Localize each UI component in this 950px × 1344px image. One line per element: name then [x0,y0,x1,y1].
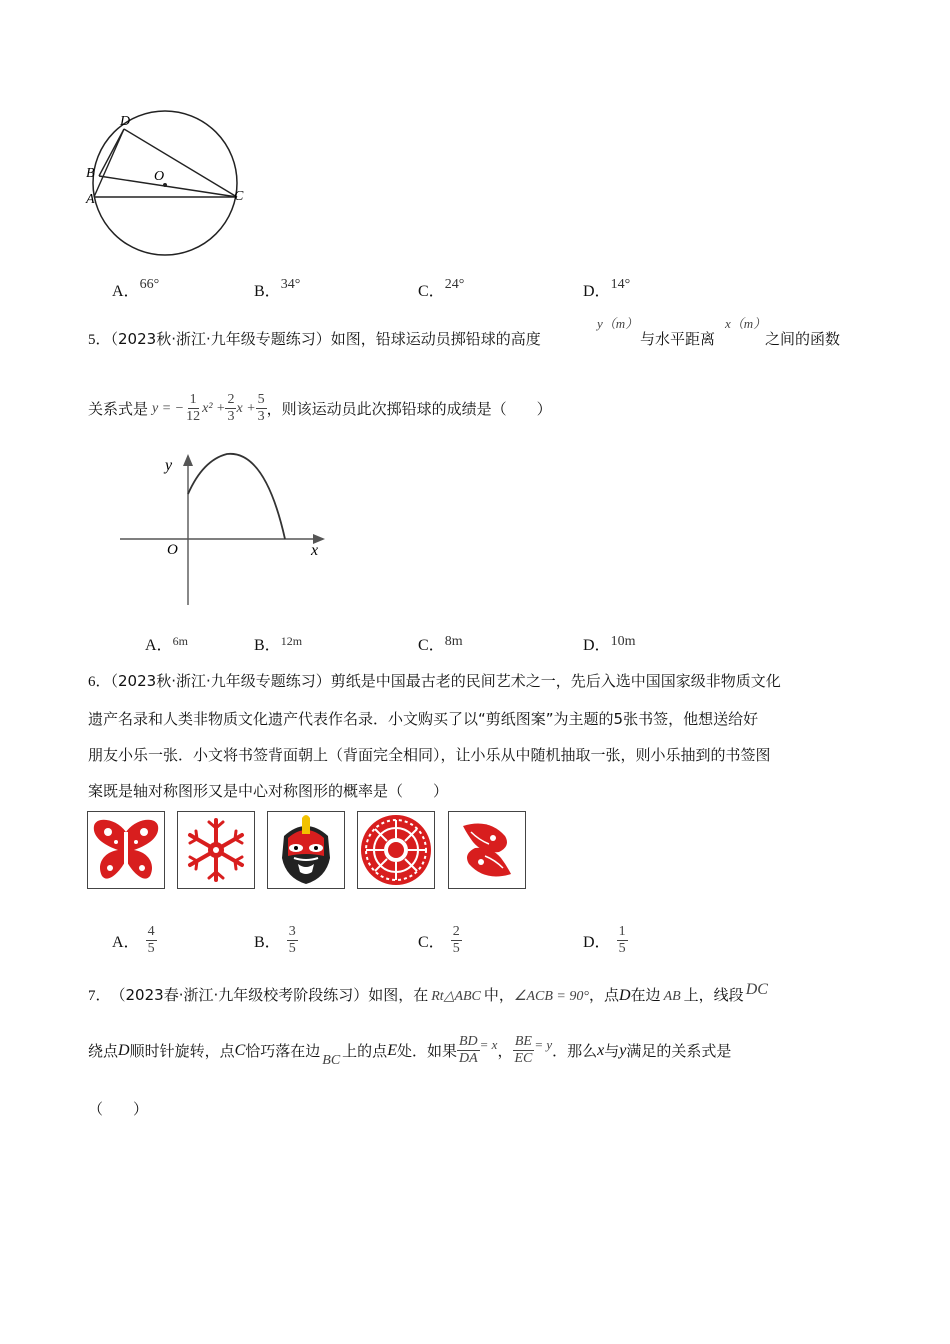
q5-line1 [88,328,541,349]
q6-option-d[interactable] [583,924,628,957]
q7-line1 [88,981,768,1005]
q5-text5: ，则该运动员此次掷铅球的成绩是（ ） [266,400,552,418]
q7-point-c: C [234,1041,246,1059]
frac-den: EC [514,1051,533,1066]
formula-term1: x² + [202,400,226,416]
q5-text3: 之间的函数 [765,330,841,348]
frac-den: 3 [257,409,265,424]
question-number: 7． [88,988,111,1004]
frac-den: 3 [227,409,235,424]
label-c: C [234,189,244,204]
q7-answer-blank: （ ） [88,1100,149,1118]
q7-point-e: E [387,1041,397,1059]
q7-frac-bd-da [457,1034,480,1067]
q7-var-y: y [619,1041,627,1059]
option-letter: C． [418,934,445,951]
y-axis-arrow [183,454,193,466]
frac-den: 5 [147,941,155,956]
q7-comma: ， [497,1042,513,1060]
q6-option-c[interactable] [418,924,462,957]
q7-rt-triangle: Rt△ABC [431,989,481,1004]
label-a: A [86,192,95,207]
q7-t11: ．那么 [552,1042,598,1060]
q7-t12: 与 [604,1042,620,1060]
q6-option-b[interactable] [254,924,298,957]
q7-t8: 恰巧落在边 [245,1042,321,1060]
q7-eq2: = y [534,1036,553,1052]
q7-seg-bc: BC [322,1052,341,1068]
question-source: （2023秋·浙江·九年级专题练习） [110,672,331,690]
axis-label-x: x [311,542,319,559]
segment-dc [124,129,237,197]
butterfly-papercut-image [87,811,165,889]
q4-option-d[interactable] [583,278,630,301]
q4-option-b[interactable] [254,278,300,301]
q4-option-c[interactable] [418,278,464,301]
frac-num: BD [458,1034,478,1049]
q5-option-b[interactable] [254,632,302,655]
option-letter: A． [112,934,140,951]
q5-option-c[interactable] [418,632,463,655]
round-papercut-image [357,811,435,889]
label-o: O [154,169,165,184]
option-value: 14° [610,277,631,292]
frac-den: 5 [452,941,460,956]
option-value: 34° [280,277,301,292]
option-letter: C． [418,283,445,300]
q7-t3: ，点 [588,986,619,1004]
option-letter: B． [254,934,281,951]
option-letter: A． [145,637,173,654]
q5-parabola-graph [115,448,335,608]
option-value: 10m [610,634,636,649]
q7-t7: 顺时针旋转，点 [129,1042,235,1060]
q4-circle-figure [80,105,260,265]
q7-eq1: = x [479,1036,498,1052]
option-value: 6m [172,634,188,648]
q5-var-y: y（m） [597,316,639,331]
question-number: 6． [88,674,111,690]
frac-num: 4 [147,924,155,939]
option-value: 12m [280,634,303,648]
q4-option-a[interactable] [112,278,159,301]
option-value: 24° [444,277,465,292]
parabola-curve [188,454,285,539]
q7-t9: 上的点 [342,1042,388,1060]
option-letter: A． [112,283,140,300]
q6-line4: 案既是轴对称图形又是中心对称图形的概率是（ ） [88,782,449,800]
frac-den: 5 [288,941,296,956]
formula-lhs: y = − [152,400,185,416]
q7-point-d: D [618,987,631,1004]
q7-t5: 上，线段 [683,986,744,1004]
formula-term2: x + [236,400,256,416]
frac-num: 2 [452,924,460,939]
q7-angle: ∠ACB = 90° [513,989,589,1004]
frac-den: 5 [618,941,626,956]
frac-den: 12 [186,409,201,424]
frac-num: 1 [189,392,197,407]
q6-line1 [88,670,781,691]
option-letter: B． [254,283,281,300]
q7-t6: 绕点 [88,1042,119,1060]
formula-frac3 [256,392,267,425]
q5-var-x: x（m） [725,316,767,331]
label-d: D [120,114,131,129]
question-source: （2023春·浙江·九年级校考阶段练习） [110,986,369,1004]
frac-num: 5 [257,392,265,407]
q7-line2 [88,1034,731,1067]
frac-num: 1 [618,924,626,939]
question-source: （2023秋·浙江·九年级专题练习） [110,330,331,348]
q7-t4: 在边 [630,986,661,1004]
q5-text4: 关系式是 [88,400,149,418]
option-letter: D． [583,283,611,300]
option-fraction [287,924,298,957]
option-value: 66° [139,277,160,292]
q6-line1-text: 剪纸是中国最古老的民间艺术之一，先后入选中国国家级非物质文化 [330,672,781,690]
q5-text2: 与水平距离 [640,330,716,348]
q7-seg-ab: AB [663,989,681,1004]
fish-papercut-image [448,811,526,889]
frac-num: 3 [288,924,296,939]
option-letter: D． [583,637,611,654]
segment-bc [99,176,237,197]
axis-label-y: y [165,457,173,474]
q5-text1: 如图，铅球运动员掷铅球的高度 [330,330,541,348]
option-fraction [617,924,628,957]
segment-db [99,129,124,176]
q5-option-d[interactable] [583,632,635,655]
snowflake-papercut-image [177,811,255,889]
option-fraction [451,924,462,957]
q7-frac-be-ec [512,1034,534,1067]
q7-t1: 如图，在 [368,986,429,1004]
option-fraction [146,924,157,957]
q7-seg-dc: DC [745,981,768,998]
question-number: 5． [88,332,111,348]
q6-option-a[interactable] [112,924,157,957]
q5-option-a[interactable] [145,632,188,655]
q7-t10: 处．如果 [396,1042,457,1060]
frac-num: 2 [227,392,235,407]
origin-label: O [167,542,178,558]
segment-da [94,129,124,197]
q6-line3: 朋友小乐一张．小文将书签背面朝上（背面完全相同），让小乐从中随机抽取一张，则小乐抽到的书签图 [88,746,771,764]
frac-num: BE [514,1034,532,1049]
opera-mask-image [267,811,345,889]
option-value: 8m [444,634,463,649]
q7-t13: 满足的关系式是 [626,1042,732,1060]
option-letter: D． [583,934,611,951]
frac-den: DA [458,1051,478,1066]
option-letter: B． [254,637,281,654]
q5-line2 [88,392,552,425]
q7-point-d-2: D [118,1041,130,1059]
label-b: B [86,166,95,181]
q7-t2: 中， [483,986,514,1004]
option-letter: C． [418,637,445,654]
formula-frac2 [225,392,236,425]
formula-frac1 [184,392,202,425]
q7-var-x: x [597,1041,605,1059]
q6-line2: 遗产名录和人类非物质文化遗产代表作名录．小文购买了以“剪纸图案”为主题的5张书签，他想送给好 [88,710,759,728]
